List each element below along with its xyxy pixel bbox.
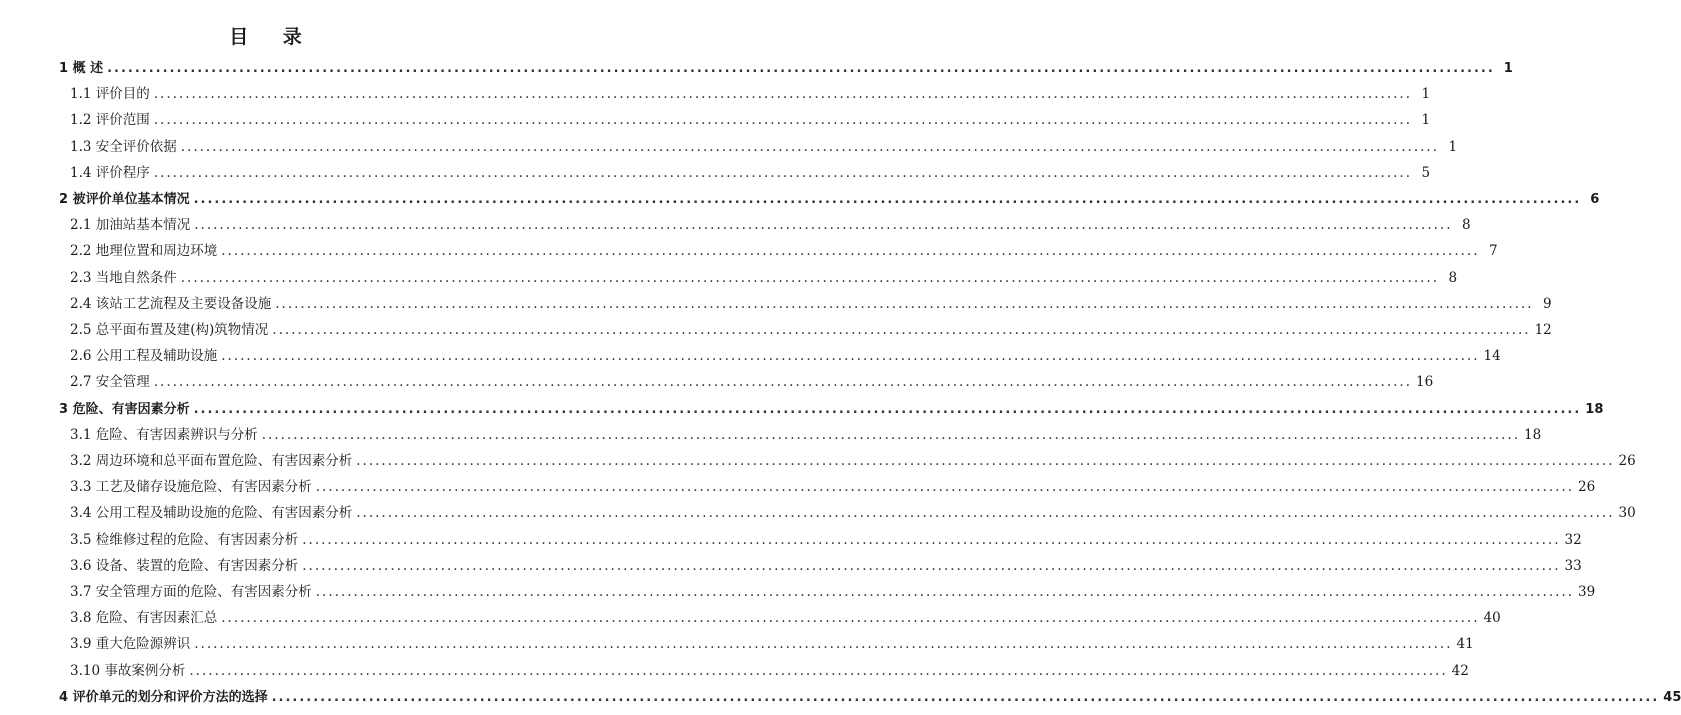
toc-entry-label: 3.7 安全管理方面的危险、有害因素分析 [70,584,312,600]
toc-entry-page-number: 42 [1451,662,1469,679]
toc-entry[interactable] [70,263,1458,287]
toc-entry-page-number: 30 [1618,505,1636,522]
dot-leader: ........................................................................................................................................................................................................ [356,453,1615,469]
dot-leader: ........................................................................................................................................................................................................ [194,217,1453,234]
dot-leader: ........................................................................................................................................................................................................ [271,689,1660,705]
toc-entry-label: 4 评价单元的划分和评价方法的选择 [59,689,268,705]
toc-entry[interactable] [70,525,1582,549]
toc-entry[interactable] [59,394,1604,418]
toc-entry-label: 2 被评价单位基本情况 [59,192,190,207]
toc-entry-label: 2.7 安全管理 [70,374,150,391]
toc-entry-page-number: 39 [1578,584,1596,600]
dot-leader: ........................................................................................................................................................................................................ [180,138,1440,155]
toc-entry[interactable] [59,53,1513,77]
toc-entry-label: 3.5 检维修过程的危险、有害因素分析 [70,531,299,548]
toc-entry-label: 3.2 周边环境和总平面布置危险、有害因素分析 [70,453,353,469]
toc-entry[interactable] [70,367,1434,391]
toc-entry[interactable] [70,629,1474,653]
toc-entry-page-number: 33 [1564,557,1582,574]
toc-entry-page-number: 9 [1542,295,1552,312]
toc-entry[interactable] [70,315,1552,339]
toc-entry-label: 2.3 当地自然条件 [70,269,177,286]
toc-entry-label: 3.10 事故案例分析 [70,662,186,679]
toc-entry[interactable] [70,498,1636,522]
toc-entry-label: 2.5 总平面布置及建(构)筑物情况 [70,322,269,338]
toc-entry-label: 3.6 设备、装置的危险、有害因素分析 [70,557,299,574]
toc-entry[interactable] [70,236,1498,260]
dot-leader: ........................................................................................................................................................................................................ [107,61,1495,76]
toc-entry[interactable] [70,132,1458,156]
dot-leader: ........................................................................................................................................................................................................ [193,192,1582,207]
dot-leader: ........................................................................................................................................................................................................ [221,610,1480,627]
toc-entry-page-number: 40 [1483,610,1501,627]
toc-entry-label: 3.3 工艺及储存设施危险、有害因素分析 [70,479,312,496]
dot-leader: ........................................................................................................................................................................................................ [194,636,1453,653]
toc-entry[interactable] [70,603,1501,627]
dot-leader: ........................................................................................................................................................................................................ [302,531,1561,548]
page-title: 目 录 [229,26,316,48]
toc-entry-page-number: 26 [1618,453,1636,469]
toc-entry-page-number: 32 [1564,531,1582,548]
toc-entry-page-number: 14 [1483,348,1501,365]
dot-leader: ........................................................................................................................................................................................................ [153,374,1413,391]
toc-entry[interactable] [70,551,1582,575]
toc-entry-page-number: 1 [1421,112,1431,129]
dot-leader: ........................................................................................................................................................................................................ [275,295,1534,312]
toc-entry[interactable] [70,472,1596,496]
toc-entry-label: 1.4 评价程序 [70,164,150,181]
toc-entry[interactable] [70,210,1471,234]
dot-leader: ........................................................................................................................................................................................................ [261,426,1521,443]
toc-entry-page-number: 1 [1421,86,1431,103]
toc-entry-page-number: 1 [1448,138,1458,155]
toc-entry[interactable] [70,79,1431,103]
toc-entry-page-number: 1 [1503,61,1513,76]
toc-entry-label: 3.8 危险、有害因素汇总 [70,610,218,627]
toc-entry[interactable] [59,184,1600,208]
toc-entry[interactable] [70,656,1469,680]
toc-entry-page-number: 8 [1461,217,1471,234]
toc-entry-label: 1.1 评价目的 [70,86,150,103]
toc-entry-page-number: 26 [1578,479,1596,496]
dot-leader: ........................................................................................................................................................................................................ [356,505,1615,522]
dot-leader: ........................................................................................................................................................................................................ [302,557,1561,574]
toc-entry-page-number: 16 [1416,374,1434,391]
toc-entry[interactable] [70,289,1552,313]
dot-leader: ........................................................................................................................................................................................................ [221,243,1480,260]
toc-entry-page-number: 45 [1663,689,1681,705]
dot-leader: ........................................................................................................................................................................................................ [153,164,1413,181]
dot-leader: ........................................................................................................................................................................................................ [189,662,1448,679]
toc-entry[interactable] [70,446,1636,470]
toc-entry-label: 2.6 公用工程及辅助设施 [70,348,218,365]
toc-entry-page-number: 6 [1590,192,1600,207]
toc-entry-page-number: 18 [1524,426,1542,443]
toc-entry-page-number: 5 [1421,164,1431,181]
toc-entry-label: 2.2 地理位置和周边环境 [70,243,218,260]
toc-entry[interactable] [70,158,1431,182]
toc-entry[interactable] [70,577,1596,601]
toc-entry-page-number: 8 [1448,269,1458,286]
dot-leader: ........................................................................................................................................................................................................ [315,584,1575,600]
toc-entry-label: 2.4 该站工艺流程及主要设备设施 [70,295,272,312]
toc-entry-label: 2.1 加油站基本情况 [70,217,191,234]
toc-entry-page-number: 18 [1585,401,1604,417]
toc-entry-label: 3.4 公用工程及辅助设施的危险、有害因素分析 [70,505,353,522]
toc-entry-label: 3.9 重大危险源辨识 [70,636,191,653]
toc-entry-label: 1.3 安全评价依据 [70,138,177,155]
toc-entry-label: 1.2 评价范围 [70,112,150,129]
dot-leader: ........................................................................................................................................................................................................ [221,348,1480,365]
toc-entry[interactable] [70,105,1431,129]
toc-entry[interactable] [59,682,1681,706]
dot-leader: ........................................................................................................................................................................................................ [153,86,1413,103]
toc-entry-label: 3 危险、有害因素分析 [59,401,190,417]
toc-entry-label: 1 概 述 [59,61,104,76]
toc-entry[interactable] [70,341,1501,365]
dot-leader: ........................................................................................................................................................................................................ [153,112,1413,129]
dot-leader: ........................................................................................................................................................................................................ [272,322,1531,338]
dot-leader: ........................................................................................................................................................................................................ [315,479,1575,496]
dot-leader: ........................................................................................................................................................................................................ [180,269,1440,286]
toc-entry-page-number: 41 [1456,636,1474,653]
toc-entry-page-number: 7 [1488,243,1498,260]
dot-leader: ........................................................................................................................................................................................................ [193,401,1582,417]
toc-entry-page-number: 12 [1534,322,1552,338]
toc-entry-label: 3.1 危险、有害因素辨识与分析 [70,426,258,443]
toc-entry[interactable] [70,420,1542,444]
